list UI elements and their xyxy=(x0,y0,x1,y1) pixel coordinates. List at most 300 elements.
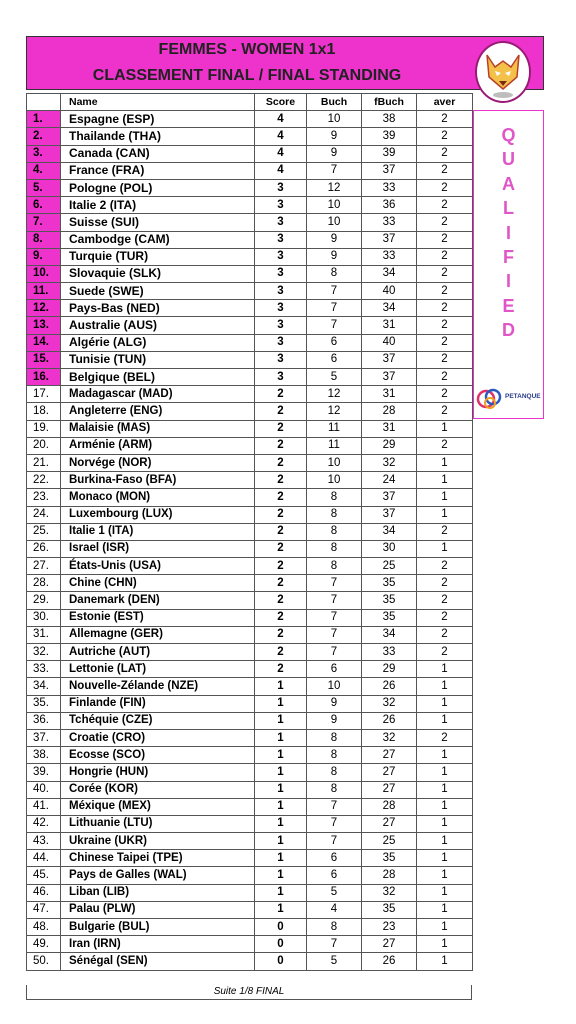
team-name-cell: Sénégal (SEN) xyxy=(61,953,255,970)
aver-cell: 1 xyxy=(417,798,473,815)
score-cell: 1 xyxy=(255,901,307,918)
team-name-cell: Pays-Bas (NED) xyxy=(61,300,255,317)
score-cell: 2 xyxy=(255,609,307,626)
team-name-cell: Italie 1 (ITA) xyxy=(61,523,255,540)
rank-cell: 29. xyxy=(27,592,61,609)
buch-cell: 7 xyxy=(307,936,362,953)
fbuch-cell: 32 xyxy=(362,729,417,746)
team-name-cell: Angleterre (ENG) xyxy=(61,403,255,420)
buch-cell: 10 xyxy=(307,111,362,128)
aver-cell: 2 xyxy=(417,609,473,626)
rank-cell: 4. xyxy=(27,162,61,179)
fbuch-cell: 39 xyxy=(362,128,417,145)
buch-cell: 8 xyxy=(307,558,362,575)
aver-cell: 1 xyxy=(417,747,473,764)
fbuch-cell: 32 xyxy=(362,884,417,901)
aver-cell: 1 xyxy=(417,695,473,712)
team-name-cell: Danemark (DEN) xyxy=(61,592,255,609)
table-row xyxy=(27,351,473,368)
buch-cell: 5 xyxy=(307,953,362,970)
fbuch-cell: 25 xyxy=(362,558,417,575)
table-row xyxy=(27,317,473,334)
score-cell: 4 xyxy=(255,145,307,162)
buch-cell: 8 xyxy=(307,265,362,282)
team-name-cell: Ukraine (UKR) xyxy=(61,833,255,850)
buch-cell: 8 xyxy=(307,781,362,798)
table-row xyxy=(27,798,473,815)
table-row xyxy=(27,850,473,867)
rank-cell: 40. xyxy=(27,781,61,798)
score-cell: 2 xyxy=(255,454,307,471)
table-row xyxy=(27,729,473,746)
rank-cell: 44. xyxy=(27,850,61,867)
score-cell: 3 xyxy=(255,265,307,282)
fbuch-cell: 37 xyxy=(362,351,417,368)
fbuch-cell: 37 xyxy=(362,231,417,248)
aver-cell: 1 xyxy=(417,472,473,489)
fbuch-cell: 37 xyxy=(362,162,417,179)
score-cell: 2 xyxy=(255,437,307,454)
score-cell: 2 xyxy=(255,489,307,506)
fbuch-cell: 34 xyxy=(362,626,417,643)
score-cell: 1 xyxy=(255,764,307,781)
table-row xyxy=(27,523,473,540)
fbuch-cell: 29 xyxy=(362,661,417,678)
aver-cell: 2 xyxy=(417,248,473,265)
score-cell: 2 xyxy=(255,540,307,557)
rank-cell: 31. xyxy=(27,626,61,643)
buch-cell: 8 xyxy=(307,764,362,781)
score-cell: 2 xyxy=(255,575,307,592)
qualified-panel xyxy=(473,110,544,419)
buch-cell: 7 xyxy=(307,575,362,592)
table-row xyxy=(27,644,473,661)
table-row xyxy=(27,815,473,832)
team-name-cell: Iran (IRN) xyxy=(61,936,255,953)
fbuch-cell: 33 xyxy=(362,248,417,265)
team-name-cell: Canada (CAN) xyxy=(61,145,255,162)
team-name-cell: Méxique (MEX) xyxy=(61,798,255,815)
table-row xyxy=(27,472,473,489)
table-row xyxy=(27,162,473,179)
aver-cell: 2 xyxy=(417,403,473,420)
team-name-cell: Corée (KOR) xyxy=(61,781,255,798)
table-row xyxy=(27,214,473,231)
rank-cell: 6. xyxy=(27,197,61,214)
qualified-letter: I xyxy=(505,222,511,243)
aver-cell: 1 xyxy=(417,489,473,506)
aver-cell: 2 xyxy=(417,644,473,661)
score-cell: 3 xyxy=(255,231,307,248)
aver-cell: 1 xyxy=(417,420,473,437)
aver-cell: 1 xyxy=(417,540,473,557)
table-row xyxy=(27,661,473,678)
aver-cell: 1 xyxy=(417,712,473,729)
rank-cell: 27. xyxy=(27,558,61,575)
team-name-cell: Cambodge (CAM) xyxy=(61,231,255,248)
col-score-header: Score xyxy=(255,94,307,111)
team-name-cell: Chinese Taipei (TPE) xyxy=(61,850,255,867)
score-cell: 2 xyxy=(255,403,307,420)
score-cell: 0 xyxy=(255,936,307,953)
buch-cell: 8 xyxy=(307,747,362,764)
table-row xyxy=(27,265,473,282)
aver-cell: 2 xyxy=(417,128,473,145)
score-cell: 2 xyxy=(255,558,307,575)
rank-cell: 48. xyxy=(27,919,61,936)
page-title: FEMMES - WOMEN 1x1 xyxy=(158,41,336,58)
buch-cell: 9 xyxy=(307,712,362,729)
fbuch-cell: 33 xyxy=(362,214,417,231)
rank-cell: 11. xyxy=(27,283,61,300)
table-header-row xyxy=(27,94,473,111)
rank-cell: 1. xyxy=(27,111,61,128)
fbuch-cell: 35 xyxy=(362,592,417,609)
buch-cell: 8 xyxy=(307,506,362,523)
table-row xyxy=(27,764,473,781)
buch-cell: 10 xyxy=(307,214,362,231)
fbuch-cell: 31 xyxy=(362,317,417,334)
fbuch-cell: 29 xyxy=(362,437,417,454)
rank-cell: 36. xyxy=(27,712,61,729)
table-row xyxy=(27,437,473,454)
buch-cell: 7 xyxy=(307,644,362,661)
fbuch-cell: 24 xyxy=(362,472,417,489)
buch-cell: 10 xyxy=(307,472,362,489)
aver-cell: 1 xyxy=(417,781,473,798)
score-cell: 1 xyxy=(255,678,307,695)
buch-cell: 12 xyxy=(307,179,362,196)
table-row xyxy=(27,781,473,798)
team-name-cell: Espagne (ESP) xyxy=(61,111,255,128)
table-row xyxy=(27,111,473,128)
qualified-letter: E xyxy=(502,295,515,316)
score-cell: 1 xyxy=(255,815,307,832)
aver-cell: 1 xyxy=(417,850,473,867)
team-name-cell: Norvége (NOR) xyxy=(61,454,255,471)
team-name-cell: Malaisie (MAS) xyxy=(61,420,255,437)
buch-cell: 9 xyxy=(307,145,362,162)
team-name-cell: Turquie (TUR) xyxy=(61,248,255,265)
score-cell: 1 xyxy=(255,729,307,746)
score-cell: 0 xyxy=(255,919,307,936)
team-name-cell: Suisse (SUI) xyxy=(61,214,255,231)
table-row xyxy=(27,695,473,712)
fbuch-cell: 34 xyxy=(362,265,417,282)
score-cell: 2 xyxy=(255,420,307,437)
aver-cell: 1 xyxy=(417,661,473,678)
rank-cell: 28. xyxy=(27,575,61,592)
aver-cell: 2 xyxy=(417,265,473,282)
table-row xyxy=(27,369,473,386)
fbuch-cell: 33 xyxy=(362,644,417,661)
team-name-cell: Australie (AUS) xyxy=(61,317,255,334)
fbuch-cell: 40 xyxy=(362,334,417,351)
fbuch-cell: 27 xyxy=(362,781,417,798)
rank-cell: 37. xyxy=(27,729,61,746)
team-name-cell: Palau (PLW) xyxy=(61,901,255,918)
rank-cell: 14. xyxy=(27,334,61,351)
team-name-cell: France (FRA) xyxy=(61,162,255,179)
table-row xyxy=(27,386,473,403)
table-row xyxy=(27,712,473,729)
aver-cell: 2 xyxy=(417,317,473,334)
table-row xyxy=(27,283,473,300)
rank-cell: 7. xyxy=(27,214,61,231)
rank-cell: 17. xyxy=(27,386,61,403)
rank-cell: 25. xyxy=(27,523,61,540)
rank-cell: 38. xyxy=(27,747,61,764)
team-name-cell: Pologne (POL) xyxy=(61,179,255,196)
fbuch-cell: 26 xyxy=(362,678,417,695)
aver-cell: 1 xyxy=(417,936,473,953)
score-cell: 1 xyxy=(255,867,307,884)
team-name-cell: Monaco (MON) xyxy=(61,489,255,506)
fbuch-cell: 35 xyxy=(362,901,417,918)
team-name-cell: Autriche (AUT) xyxy=(61,644,255,661)
standings-sheet xyxy=(26,36,544,90)
buch-cell: 11 xyxy=(307,437,362,454)
team-name-cell: Lithuanie (LTU) xyxy=(61,815,255,832)
team-name-cell: Algérie (ALG) xyxy=(61,334,255,351)
fbuch-cell: 32 xyxy=(362,454,417,471)
score-cell: 3 xyxy=(255,369,307,386)
aver-cell: 2 xyxy=(417,179,473,196)
score-cell: 2 xyxy=(255,626,307,643)
score-cell: 3 xyxy=(255,300,307,317)
table-row xyxy=(27,953,473,970)
buch-cell: 7 xyxy=(307,626,362,643)
aver-cell: 1 xyxy=(417,867,473,884)
fbuch-cell: 23 xyxy=(362,919,417,936)
fbuch-cell: 38 xyxy=(362,111,417,128)
footer-note: Suite 1/8 FINAL xyxy=(26,985,472,1000)
aver-cell: 1 xyxy=(417,454,473,471)
table-row xyxy=(27,678,473,695)
table-row xyxy=(27,420,473,437)
col-name-header: Name xyxy=(61,94,255,111)
team-name-cell: Luxembourg (LUX) xyxy=(61,506,255,523)
team-name-cell: Allemagne (GER) xyxy=(61,626,255,643)
fbuch-cell: 36 xyxy=(362,197,417,214)
aver-cell: 2 xyxy=(417,197,473,214)
team-name-cell: États-Unis (USA) xyxy=(61,558,255,575)
fbuch-cell: 30 xyxy=(362,540,417,557)
team-name-cell: Estonie (EST) xyxy=(61,609,255,626)
score-cell: 0 xyxy=(255,953,307,970)
team-name-cell: Thailande (THA) xyxy=(61,128,255,145)
rank-cell: 49. xyxy=(27,936,61,953)
fbuch-cell: 31 xyxy=(362,420,417,437)
rank-cell: 45. xyxy=(27,867,61,884)
table-row xyxy=(27,936,473,953)
rank-cell: 43. xyxy=(27,833,61,850)
table-row xyxy=(27,197,473,214)
qualified-letter: L xyxy=(503,198,514,219)
score-cell: 1 xyxy=(255,833,307,850)
fbuch-cell: 37 xyxy=(362,369,417,386)
rank-cell: 24. xyxy=(27,506,61,523)
fbuch-cell: 26 xyxy=(362,712,417,729)
table-row xyxy=(27,403,473,420)
table-row xyxy=(27,575,473,592)
qualified-label xyxy=(474,123,543,343)
table-row xyxy=(27,540,473,557)
fbuch-cell: 25 xyxy=(362,833,417,850)
buch-cell: 10 xyxy=(307,678,362,695)
buch-cell: 7 xyxy=(307,815,362,832)
rank-cell: 13. xyxy=(27,317,61,334)
fbuch-cell: 34 xyxy=(362,523,417,540)
score-cell: 1 xyxy=(255,747,307,764)
score-cell: 3 xyxy=(255,248,307,265)
score-cell: 1 xyxy=(255,781,307,798)
aver-cell: 2 xyxy=(417,334,473,351)
qualified-letter: A xyxy=(502,173,515,194)
table-row xyxy=(27,334,473,351)
table-row xyxy=(27,231,473,248)
rank-cell: 18. xyxy=(27,403,61,420)
rank-cell: 2. xyxy=(27,128,61,145)
rank-cell: 22. xyxy=(27,472,61,489)
aver-cell: 1 xyxy=(417,815,473,832)
team-name-cell: Israel (ISR) xyxy=(61,540,255,557)
rank-cell: 20. xyxy=(27,437,61,454)
team-name-cell: Burkina-Faso (BFA) xyxy=(61,472,255,489)
table-row xyxy=(27,248,473,265)
page-subtitle: CLASSEMENT FINAL / FINAL STANDING xyxy=(92,67,402,84)
fbuch-cell: 34 xyxy=(362,300,417,317)
aver-cell: 2 xyxy=(417,386,473,403)
table-row xyxy=(27,833,473,850)
aver-cell: 1 xyxy=(417,764,473,781)
rank-cell: 35. xyxy=(27,695,61,712)
buch-cell: 8 xyxy=(307,540,362,557)
aver-cell: 1 xyxy=(417,833,473,850)
table-row xyxy=(27,919,473,936)
aver-cell: 2 xyxy=(417,523,473,540)
score-cell: 1 xyxy=(255,850,307,867)
score-cell: 4 xyxy=(255,128,307,145)
buch-cell: 11 xyxy=(307,420,362,437)
buch-cell: 7 xyxy=(307,317,362,334)
rank-cell: 33. xyxy=(27,661,61,678)
rank-cell: 30. xyxy=(27,609,61,626)
team-name-cell: Ecosse (SCO) xyxy=(61,747,255,764)
rank-cell: 3. xyxy=(27,145,61,162)
team-name-cell: Chine (CHN) xyxy=(61,575,255,592)
aver-cell: 2 xyxy=(417,283,473,300)
table-row xyxy=(27,506,473,523)
rank-cell: 23. xyxy=(27,489,61,506)
score-cell: 4 xyxy=(255,111,307,128)
qualified-letter: D xyxy=(502,320,515,341)
col-rank-header xyxy=(27,94,61,111)
rank-cell: 8. xyxy=(27,231,61,248)
wolf-logo-icon xyxy=(475,41,531,103)
buch-cell: 8 xyxy=(307,489,362,506)
fbuch-cell: 35 xyxy=(362,575,417,592)
score-cell: 3 xyxy=(255,317,307,334)
rank-cell: 15. xyxy=(27,351,61,368)
buch-cell: 4 xyxy=(307,901,362,918)
fbuch-cell: 35 xyxy=(362,609,417,626)
table-row xyxy=(27,454,473,471)
rank-cell: 34. xyxy=(27,678,61,695)
standings-table xyxy=(26,93,473,971)
team-name-cell: Bulgarie (BUL) xyxy=(61,919,255,936)
aver-cell: 2 xyxy=(417,351,473,368)
aver-cell: 1 xyxy=(417,506,473,523)
table-row xyxy=(27,626,473,643)
buch-cell: 8 xyxy=(307,919,362,936)
score-cell: 1 xyxy=(255,695,307,712)
score-cell: 2 xyxy=(255,506,307,523)
score-cell: 1 xyxy=(255,798,307,815)
buch-cell: 5 xyxy=(307,884,362,901)
team-name-cell: Madagascar (MAD) xyxy=(61,386,255,403)
score-cell: 1 xyxy=(255,712,307,729)
team-name-cell: Belgique (BEL) xyxy=(61,369,255,386)
qualified-letter: F xyxy=(503,246,514,267)
buch-cell: 7 xyxy=(307,833,362,850)
fbuch-cell: 33 xyxy=(362,179,417,196)
score-cell: 2 xyxy=(255,386,307,403)
fbuch-cell: 27 xyxy=(362,747,417,764)
fbuch-cell: 32 xyxy=(362,695,417,712)
team-name-cell: Finlande (FIN) xyxy=(61,695,255,712)
aver-cell: 2 xyxy=(417,729,473,746)
aver-cell: 1 xyxy=(417,919,473,936)
team-name-cell: Hongrie (HUN) xyxy=(61,764,255,781)
table-row xyxy=(27,609,473,626)
team-name-cell: Slovaquie (SLK) xyxy=(61,265,255,282)
score-cell: 3 xyxy=(255,334,307,351)
table-row xyxy=(27,592,473,609)
aver-cell: 2 xyxy=(417,300,473,317)
score-cell: 2 xyxy=(255,661,307,678)
buch-cell: 9 xyxy=(307,248,362,265)
buch-cell: 7 xyxy=(307,162,362,179)
buch-cell: 6 xyxy=(307,334,362,351)
score-cell: 3 xyxy=(255,283,307,300)
buch-cell: 5 xyxy=(307,369,362,386)
buch-cell: 9 xyxy=(307,128,362,145)
table-row xyxy=(27,558,473,575)
federation-logo-text: PETANQUE xyxy=(505,393,541,400)
fbuch-cell: 35 xyxy=(362,850,417,867)
table-row xyxy=(27,179,473,196)
team-name-cell: Italie 2 (ITA) xyxy=(61,197,255,214)
table-row xyxy=(27,300,473,317)
team-name-cell: Lettonie (LAT) xyxy=(61,661,255,678)
aver-cell: 2 xyxy=(417,231,473,248)
rank-cell: 39. xyxy=(27,764,61,781)
col-buch-header: Buch xyxy=(307,94,362,111)
standings-rows xyxy=(27,111,473,970)
buch-cell: 10 xyxy=(307,454,362,471)
rank-cell: 42. xyxy=(27,815,61,832)
fbuch-cell: 28 xyxy=(362,798,417,815)
rank-cell: 9. xyxy=(27,248,61,265)
buch-cell: 9 xyxy=(307,231,362,248)
buch-cell: 7 xyxy=(307,592,362,609)
rank-cell: 47. xyxy=(27,901,61,918)
col-aver-header: aver xyxy=(417,94,473,111)
score-cell: 2 xyxy=(255,523,307,540)
fbuch-cell: 37 xyxy=(362,506,417,523)
fbuch-cell: 26 xyxy=(362,953,417,970)
